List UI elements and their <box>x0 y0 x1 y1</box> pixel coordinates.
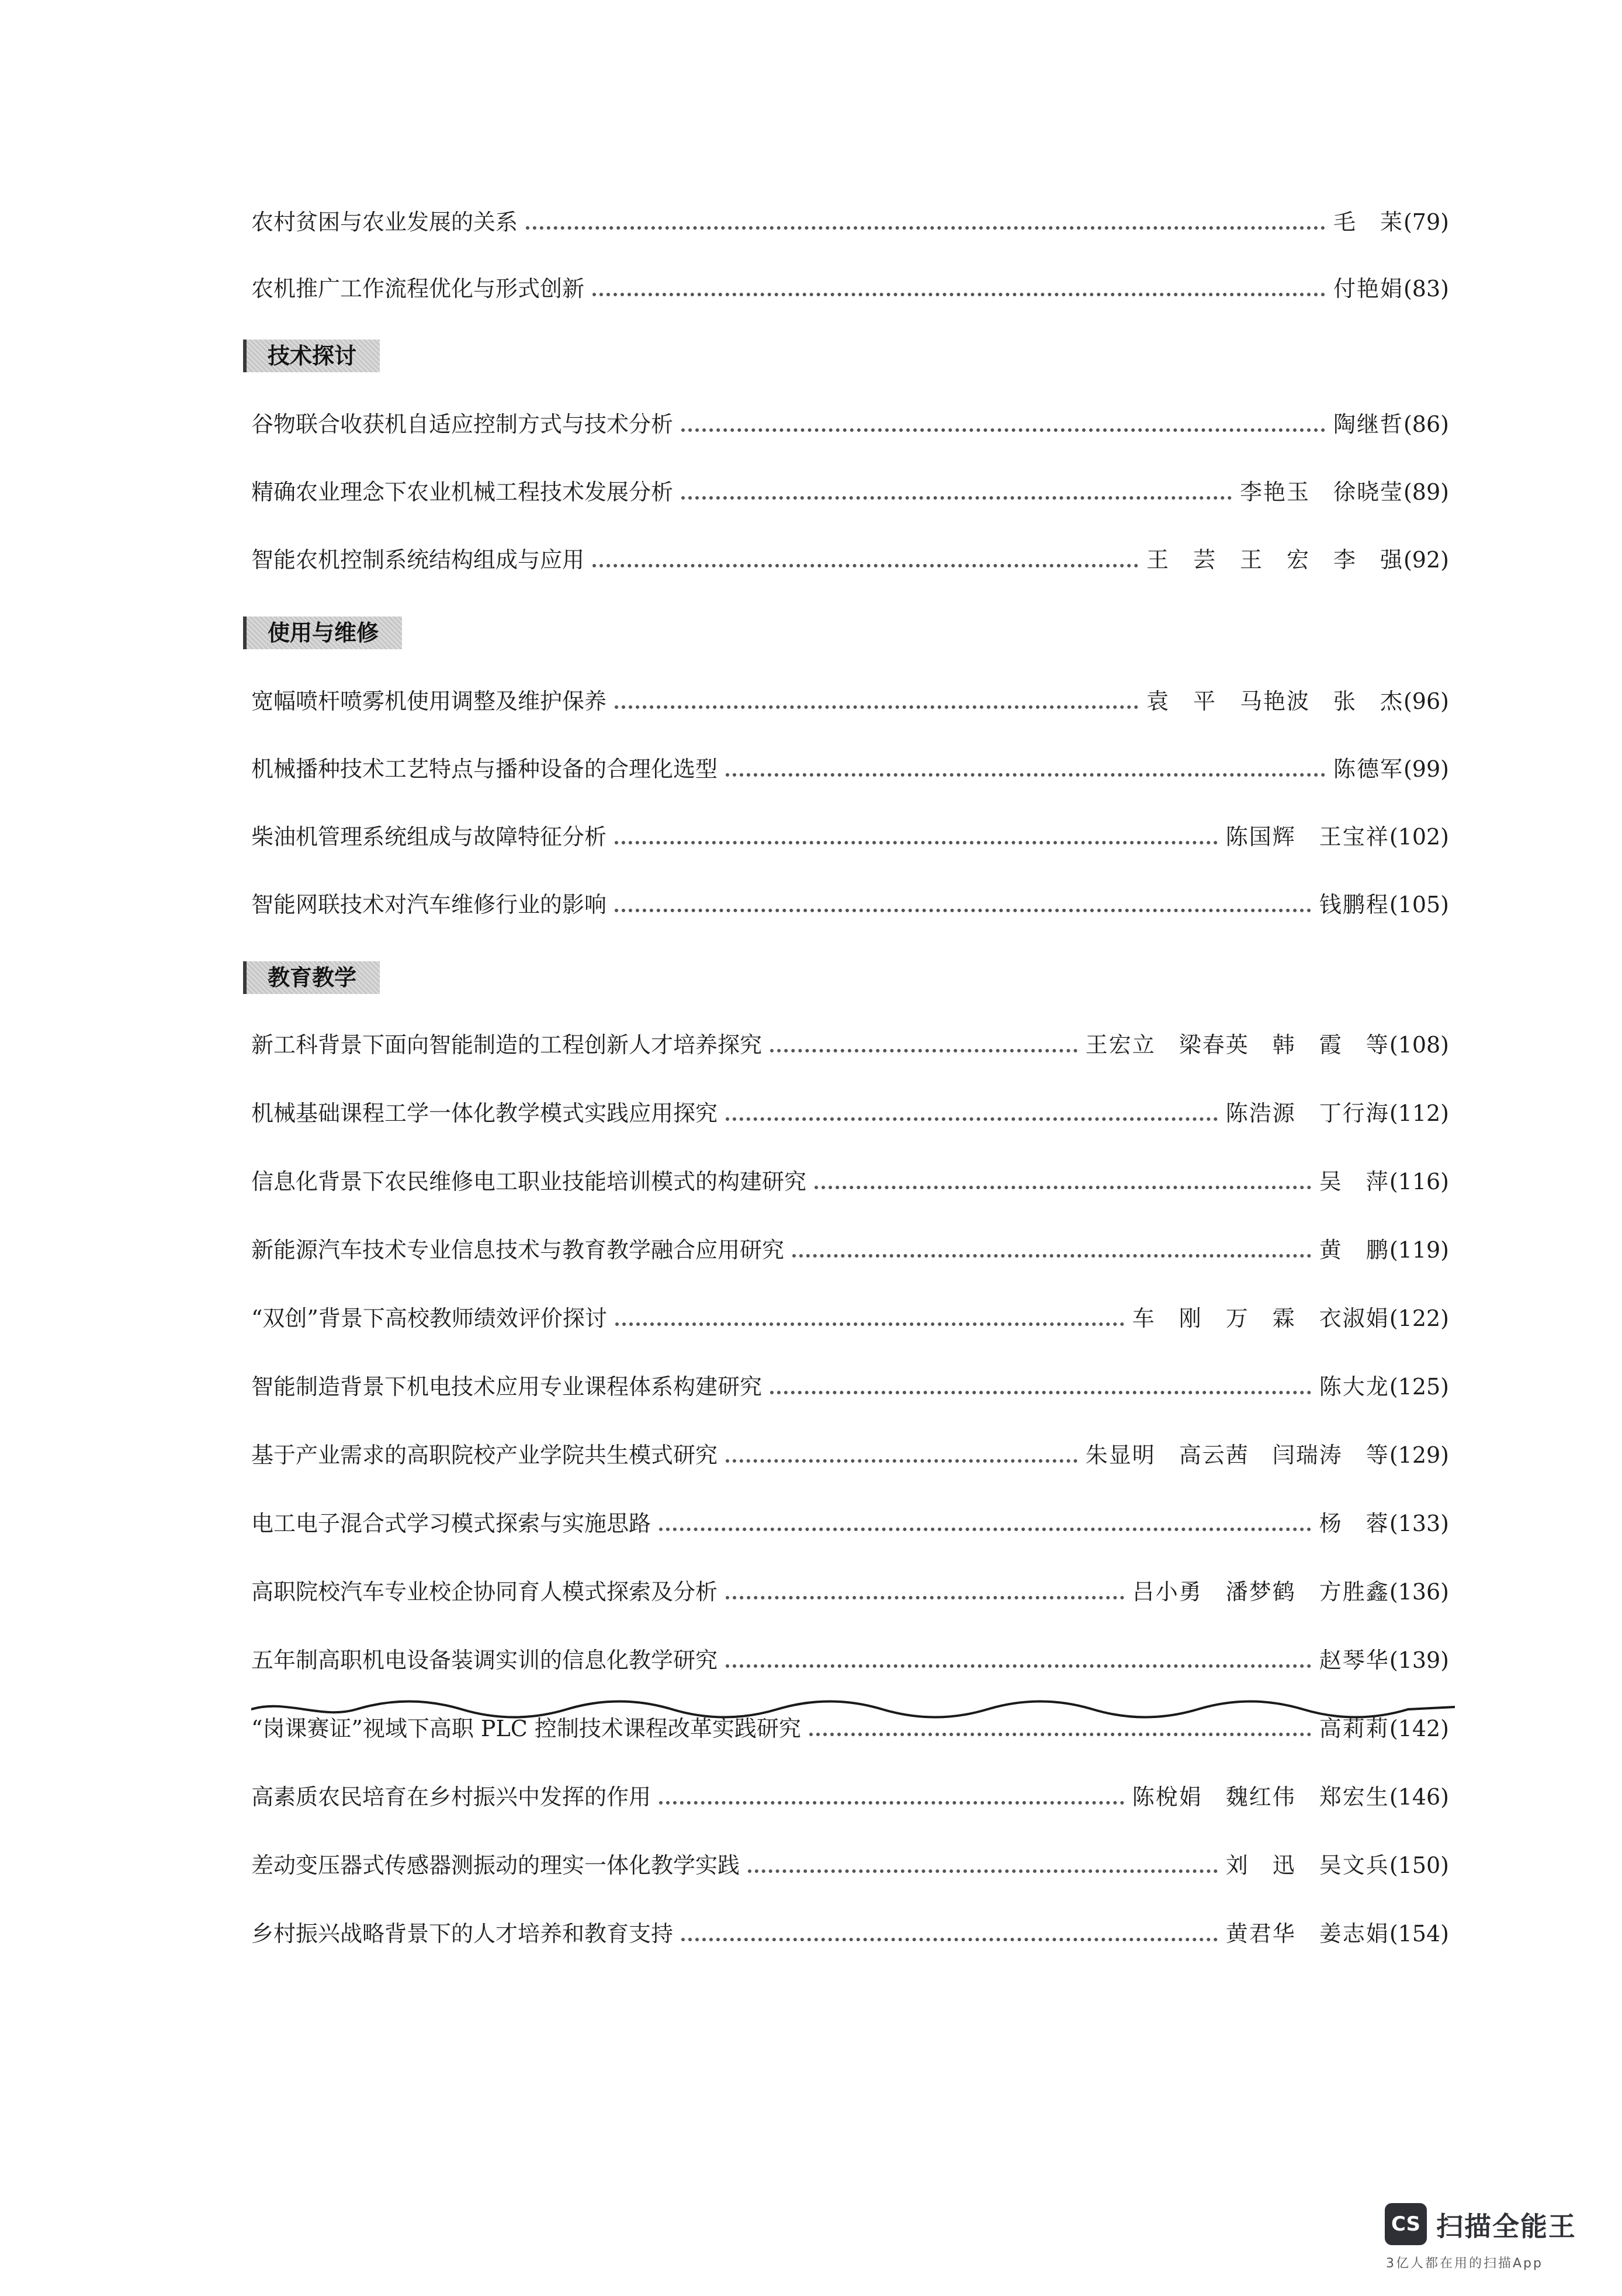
entry-authors: 高莉莉 <box>1319 1716 1389 1741</box>
handwritten-wavy-underline <box>251 1692 1455 1727</box>
entry-authors: 赵琴华 <box>1319 1647 1389 1673</box>
entry-page: (139) <box>1389 1647 1449 1673</box>
dot-leader <box>770 1049 1077 1052</box>
entry-title: 基于产业需求的高职院校产业学院共生模式研究 <box>251 1442 718 1468</box>
entry-title: 农机推广工作流程优化与形式创新 <box>251 276 585 302</box>
entry-title: “岗课赛证”视域下高职 PLC 控制技术课程改革实践研究 <box>251 1716 801 1741</box>
entry-page: (105) <box>1389 892 1449 917</box>
dot-leader <box>681 496 1232 500</box>
entry-title: 智能网联技术对汽车维修行业的影响 <box>251 892 607 917</box>
entry-page: (102) <box>1389 824 1449 850</box>
table-of-contents <box>251 207 1449 1948</box>
watermark-app-name: 扫描全能王 <box>1436 2211 1576 2242</box>
entry-authors: 黄 鹏 <box>1319 1237 1389 1263</box>
dot-leader <box>815 1186 1311 1189</box>
toc-entry[interactable] <box>251 1782 1449 1812</box>
entry-authors: 刘 迅 吴文兵 <box>1225 1852 1389 1878</box>
entry-title: 农村贫困与农业发展的关系 <box>251 209 518 235</box>
toc-entry[interactable] <box>251 754 1449 784</box>
dot-leader <box>659 1801 1124 1805</box>
entry-title: 差动变压器式传感器测振动的理实一体化教学实践 <box>251 1852 740 1878</box>
toc-entry[interactable] <box>251 687 1449 716</box>
entry-page: (122) <box>1389 1305 1449 1331</box>
entry-page: (129) <box>1389 1442 1449 1468</box>
entry-page: (136) <box>1389 1579 1449 1605</box>
entry-authors: 吴 萍 <box>1319 1169 1389 1194</box>
toc-entry[interactable] <box>251 890 1449 919</box>
dot-leader <box>592 293 1325 296</box>
toc-entry[interactable] <box>251 274 1449 303</box>
entry-authors: 陈浩源 丁行海 <box>1225 1100 1389 1126</box>
toc-entry[interactable] <box>251 1646 1449 1675</box>
entry-title: 新工科背景下面向智能制造的工程创新人才培养探究 <box>251 1032 763 1058</box>
entry-authors: 陈大龙 <box>1319 1374 1389 1400</box>
entry-page: (96) <box>1403 688 1449 714</box>
entry-page: (92) <box>1403 547 1449 573</box>
entry-title: 柴油机管理系统组成与故障特征分析 <box>251 824 607 850</box>
entry-title: 五年制高职机电设备装调实训的信息化教学研究 <box>251 1647 718 1673</box>
entry-authors: 王 芸 王 宏 李 强 <box>1146 547 1403 573</box>
entry-page: (83) <box>1403 276 1449 302</box>
dot-leader <box>726 1459 1077 1463</box>
entry-page: (142) <box>1389 1716 1449 1741</box>
entry-authors: 陶继哲 <box>1333 411 1403 437</box>
entry-page: (119) <box>1389 1237 1449 1263</box>
dot-leader <box>770 1391 1311 1394</box>
entry-page: (99) <box>1403 756 1449 782</box>
dot-leader <box>615 909 1311 912</box>
section-heading-edu: 教育教学 <box>243 961 380 994</box>
toc-entry[interactable] <box>251 545 1449 574</box>
entry-page: (108) <box>1389 1032 1449 1058</box>
entry-authors: 李艳玉 徐晓莹 <box>1239 479 1403 505</box>
entry-page: (112) <box>1389 1100 1449 1126</box>
dot-leader <box>726 1664 1311 1668</box>
entry-title: 宽幅喷杆喷雾机使用调整及维护保养 <box>251 688 607 714</box>
entry-authors: 吕小勇 潘梦鹤 方胜鑫 <box>1132 1579 1389 1605</box>
dot-leader <box>615 841 1218 844</box>
entry-title: “双创”背景下高校教师绩效评价探讨 <box>251 1305 607 1331</box>
toc-entry[interactable] <box>251 1509 1449 1538</box>
entry-authors: 杨 蓉 <box>1319 1511 1389 1536</box>
toc-entry[interactable] <box>251 1030 1449 1059</box>
dot-leader <box>726 1596 1124 1599</box>
toc-entry[interactable] <box>251 477 1449 507</box>
dot-leader <box>792 1254 1311 1258</box>
scanner-watermark <box>1385 2203 1583 2273</box>
dot-leader <box>726 773 1325 777</box>
dot-leader <box>526 226 1325 230</box>
entry-title: 机械播种技术工艺特点与播种设备的合理化选型 <box>251 756 718 782</box>
entry-page: (79) <box>1403 209 1449 235</box>
toc-entry[interactable] <box>251 1577 1449 1606</box>
dot-leader <box>681 1938 1218 1941</box>
toc-entry[interactable] <box>251 1919 1449 1948</box>
entry-authors: 陈德军 <box>1333 756 1403 782</box>
entry-page: (89) <box>1403 479 1449 505</box>
entry-page: (150) <box>1389 1852 1449 1878</box>
entry-title: 精确农业理念下农业机械工程技术发展分析 <box>251 479 674 505</box>
dot-leader <box>615 1322 1124 1326</box>
entry-title: 电工电子混合式学习模式探索与实施思路 <box>251 1511 651 1536</box>
toc-entry[interactable] <box>251 1440 1449 1470</box>
toc-entry[interactable] <box>251 1099 1449 1128</box>
entry-title: 高职院校汽车专业校企协同育人模式探索及分析 <box>251 1579 718 1605</box>
entry-title: 谷物联合收获机自适应控制方式与技术分析 <box>251 411 674 437</box>
toc-entry[interactable] <box>251 822 1449 851</box>
toc-entry[interactable] <box>251 207 1449 237</box>
entry-authors: 毛 苿 <box>1333 209 1403 235</box>
toc-entry[interactable] <box>251 1851 1449 1880</box>
entry-authors: 袁 平 马艳波 张 杰 <box>1146 688 1403 714</box>
entry-title: 乡村振兴战略背景下的人才培养和教育支持 <box>251 1921 674 1947</box>
watermark-tagline: 3亿人都在用的扫描App <box>1386 2256 1543 2271</box>
entry-title: 高素质农民培育在乡村振兴中发挥的作用 <box>251 1784 651 1810</box>
entry-authors: 陈国辉 王宝祥 <box>1225 824 1389 850</box>
toc-entry[interactable] <box>251 410 1449 439</box>
entry-authors: 陈梲娟 魏红伟 郑宏生 <box>1132 1784 1389 1810</box>
cs-logo-icon: CS <box>1385 2203 1427 2245</box>
toc-entry[interactable] <box>251 1167 1449 1196</box>
dot-leader <box>748 1869 1218 1873</box>
entry-authors: 朱显明 高云茜 闫瑞涛 等 <box>1085 1442 1389 1468</box>
entry-page: (146) <box>1389 1784 1449 1810</box>
dot-leader <box>681 428 1325 432</box>
entry-page: (154) <box>1389 1921 1449 1947</box>
entry-title: 机械基础课程工学一体化教学模式实践应用探究 <box>251 1100 718 1126</box>
entry-page: (86) <box>1403 411 1449 437</box>
entry-authors: 黄君华 姜志娟 <box>1225 1921 1389 1947</box>
entry-title: 新能源汽车技术专业信息技术与教育教学融合应用研究 <box>251 1237 785 1263</box>
entry-page: (133) <box>1389 1511 1449 1536</box>
entry-authors: 王宏立 梁春英 韩 霞 等 <box>1085 1032 1389 1058</box>
entry-authors: 付艳娟 <box>1333 276 1403 302</box>
entry-title: 智能农机控制系统结构组成与应用 <box>251 547 585 573</box>
dot-leader <box>592 564 1138 567</box>
entry-authors: 车 刚 万 霖 衣淑娟 <box>1132 1305 1389 1331</box>
entry-title: 智能制造背景下机电技术应用专业课程体系构建研究 <box>251 1374 763 1400</box>
toc-entry[interactable] <box>251 1304 1449 1333</box>
toc-entry[interactable] <box>251 1372 1449 1401</box>
dot-leader <box>659 1528 1311 1531</box>
entry-page: (125) <box>1389 1374 1449 1400</box>
entry-authors: 钱鹏程 <box>1319 892 1389 917</box>
section-heading-tech: 技术探讨 <box>243 340 380 372</box>
entry-title: 信息化背景下农民维修电工职业技能培训模式的构建研究 <box>251 1169 807 1194</box>
entry-page: (116) <box>1389 1169 1449 1194</box>
dot-leader <box>726 1117 1218 1121</box>
dot-leader <box>809 1733 1311 1736</box>
section-heading-use: 使用与维修 <box>243 617 402 649</box>
dot-leader <box>615 705 1138 709</box>
edu-entries <box>251 1030 1449 1948</box>
toc-entry[interactable] <box>251 1235 1449 1265</box>
